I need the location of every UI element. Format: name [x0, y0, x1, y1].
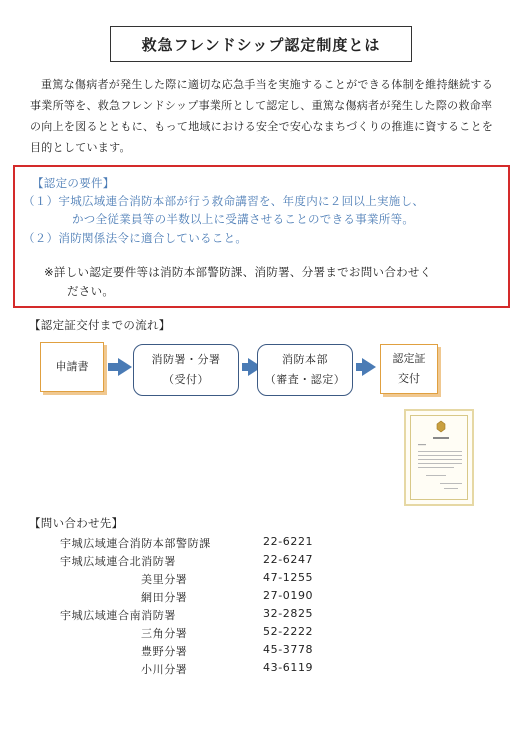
contact-phone: 47-1255: [263, 571, 314, 584]
contact-row: [0, 643, 524, 659]
certificate-text-line: [418, 459, 462, 460]
flow-heading: 【認定証交付までの流れ】: [29, 318, 171, 332]
contact-row: [0, 589, 524, 605]
certificate-text-line: [418, 463, 462, 464]
contact-phone: 22-6221: [263, 535, 314, 548]
contact-name: 美里分署: [141, 573, 188, 586]
requirements-note-line-2: ださい。: [67, 284, 115, 298]
contact-phone: 43-6119: [263, 661, 314, 674]
contact-phone: 45-3778: [263, 643, 314, 656]
flow-arrow-1: [118, 358, 132, 376]
certificate-image: [404, 409, 474, 506]
contact-name: 豊野分署: [141, 645, 188, 658]
requirement-item-1-line-2: かつ全従業員等の半数以上に受講させることのできる事業所等。: [72, 212, 415, 226]
contact-phone: 27-0190: [263, 589, 314, 602]
contact-phone: 22-6247: [263, 553, 314, 566]
certificate-text-line: [440, 483, 462, 484]
contact-name: 宇城広域連合南消防署: [60, 609, 176, 622]
contact-name: 三角分署: [141, 627, 188, 640]
contact-row: [0, 571, 524, 587]
requirement-item-1-line-1: （１）宇城広域連合消防本部が行う救命講習を、年度内に２回以上実施し、: [23, 194, 425, 208]
certificate-emblem-icon: [437, 421, 445, 432]
contact-name: 網田分署: [141, 591, 188, 604]
flow-step-headquarters-line-2: （審査・認定）: [264, 373, 346, 386]
contact-phone: 52-2222: [263, 625, 314, 638]
intro-paragraph: 重篤な傷病者が発生した際に適切な応急手当を実施することができる体制を維持継続する事業所等を、救急フレンドシップ事業所として認定し、重篤な傷病者が発生した際の救命率の向上を図るとともに、もって地域における安全で安心なまちづくりの推進に資することを目的としています。: [30, 78, 494, 154]
flow-step-certificate-line-2: 交付: [398, 372, 420, 385]
certificate-text-line: [426, 475, 446, 476]
contact-name: 宇城広域連合北消防署: [60, 555, 176, 568]
certificate-text-line: [418, 467, 454, 468]
flow-step-certificate-line-1: 認定証: [392, 352, 426, 365]
requirements-note-line-1: ※詳しい認定要件等は消防本部警防課、消防署、分署までお問い合わせく: [44, 265, 432, 279]
requirement-item-2: （２）消防関係法令に適合していること。: [23, 231, 248, 245]
certificate-heading-line: [433, 437, 449, 439]
contacts-heading: 【問い合わせ先】: [29, 516, 124, 530]
contact-phone: 32-2825: [263, 607, 314, 620]
contact-name: 宇城広域連合消防本部警防課: [60, 537, 211, 550]
contact-row: [0, 535, 524, 551]
contact-name: 小川分署: [141, 663, 188, 676]
certificate-text-line: [418, 444, 426, 445]
contact-row: [0, 553, 524, 569]
requirements-heading: 【認定の要件】: [32, 176, 115, 190]
page-title-text: 救急フレンドシップ認定制度とは: [141, 35, 381, 54]
flow-step-headquarters-line-1: 消防本部: [282, 353, 328, 366]
flow-step-fire-station-line-1: 消防署・分署: [151, 353, 221, 366]
certificate-text-line: [418, 451, 462, 452]
contact-row: [0, 607, 524, 623]
flow-step-fire-station: [133, 344, 239, 396]
flow-step-certificate: [380, 344, 438, 394]
flow-arrow-3: [362, 358, 376, 376]
certificate-text-line: [444, 488, 458, 489]
flow-step-fire-station-line-2: （受付）: [163, 373, 209, 386]
flow-step-application-label: 申請書: [55, 360, 89, 373]
flow-arrow-1-shaft: [108, 363, 118, 371]
contact-row: [0, 625, 524, 641]
page-title: [110, 26, 412, 62]
flow-step-headquarters: [257, 344, 353, 396]
flow-step-application: [40, 342, 104, 392]
requirements-box: [13, 165, 510, 308]
certificate-text-line: [418, 455, 462, 456]
contact-row: [0, 661, 524, 677]
certificate-illustration: [406, 411, 476, 508]
